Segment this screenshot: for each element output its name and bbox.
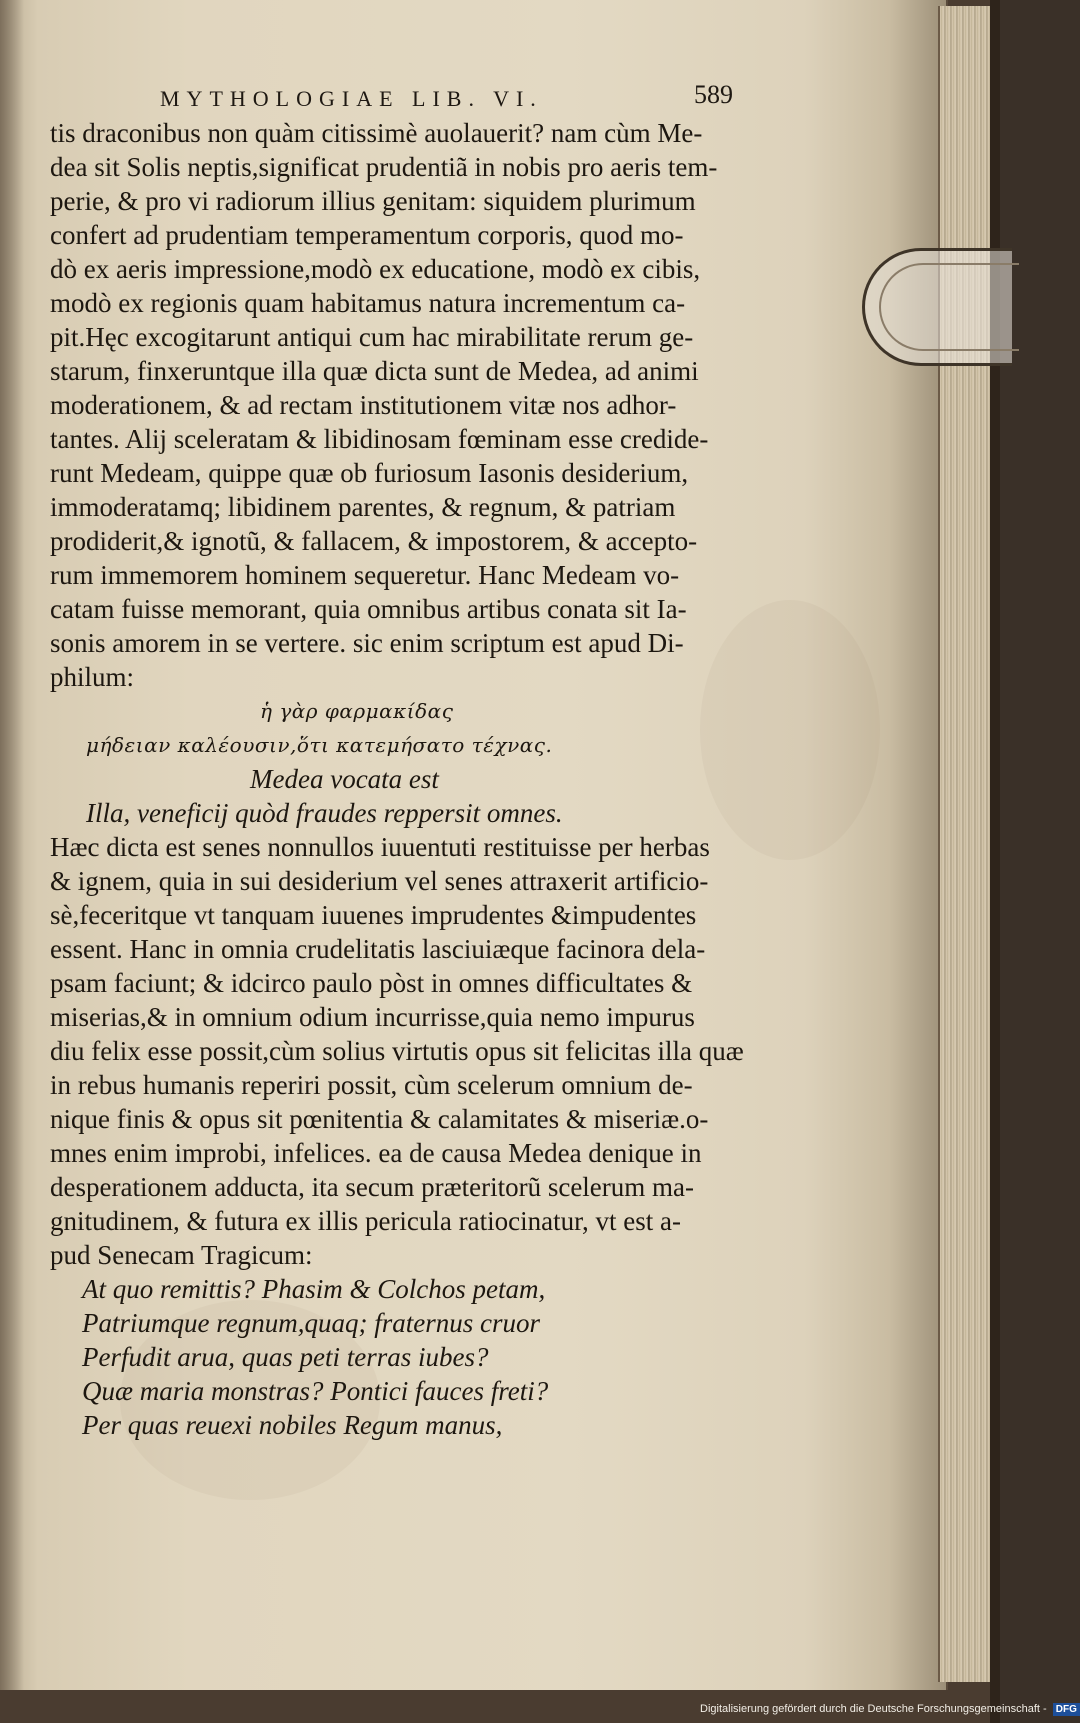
text-line: immoderatamq; libidinem parentes, & regnum, & patriam bbox=[50, 492, 676, 522]
text-line: pit.Hęc excogitarunt antiqui cum hac mirabilitate rerum ge- bbox=[50, 322, 694, 352]
text-line: in rebus humanis reperiri possit, cùm scelerum omnium de- bbox=[50, 1070, 693, 1100]
seneca-verse-line: At quo remittis? Phasim & Colchos petam, bbox=[82, 1274, 546, 1304]
digitization-credit bbox=[700, 1703, 1080, 1716]
page-holder-clip bbox=[862, 248, 1012, 366]
seneca-verse-line: Perfudit arua, quas peti terras iubes? bbox=[82, 1342, 489, 1372]
greek-quote-line: μήδειαν καλέουσιν,ὅτι κατεμήσατο τέχνας. bbox=[86, 733, 553, 757]
binding-shadow bbox=[0, 0, 24, 1690]
text-line: mnes enim improbi, infelices. ea de causa Medea denique in bbox=[50, 1138, 702, 1168]
text-line: modò ex regionis quam habitamus natura incrementum ca- bbox=[50, 288, 686, 318]
text-line: & ignem, quia in sui desiderium vel senes attraxerit artificio- bbox=[50, 866, 709, 896]
text-line: dò ex aeris impressione,modò ex educatione, modò ex cibis, bbox=[50, 254, 701, 284]
page-number: 589 bbox=[694, 80, 733, 109]
text-line: tantes. Alij sceleratam & libidinosam fœminam esse credide- bbox=[50, 424, 709, 454]
text-block bbox=[50, 116, 744, 1442]
text-line: nique finis & opus sit pœnitentia & calamitates & miseriæ.o- bbox=[50, 1104, 709, 1134]
text-line: confert ad prudentiam temperamentum corporis, quod mo- bbox=[50, 220, 684, 250]
text-line: rum immemorem hominem sequeretur. Hanc Medeam vo- bbox=[50, 560, 680, 590]
text-line: miserias,& in omnium odium incurrisse,quia nemo impurus bbox=[50, 1002, 695, 1032]
greek-quote-line: ἡ γὰρ φαρμακίδας bbox=[260, 699, 454, 723]
dfg-logo: DFG bbox=[1053, 1703, 1080, 1716]
text-line: catam fuisse memorant, quia omnibus artibus conata sit Ia- bbox=[50, 594, 687, 624]
latin-translation-line: Illa, veneficij quòd fraudes reppersit omnes. bbox=[86, 798, 563, 828]
latin-translation-line: Medea vocata est bbox=[250, 764, 439, 794]
text-line: pud Senecam Tragicum: bbox=[50, 1240, 313, 1270]
text-line: dea sit Solis neptis,significat prudentiã in nobis pro aeris tem- bbox=[50, 152, 718, 182]
text-line: desperationem adducta, ita secum prӕteritorũ scelerum ma- bbox=[50, 1172, 695, 1202]
text-line: sè,feceritque vt tanquam iuuenes imprudentes &impudentes bbox=[50, 900, 697, 930]
text-line: perie, & pro vi radiorum illius genitam: siquidem plurimum bbox=[50, 186, 696, 216]
text-line: tis draconibus non quàm citissimè auolauerit? nam cùm Me- bbox=[50, 118, 703, 148]
text-line: starum, finxeruntque illa quæ dicta sunt de Medea, ad animi bbox=[50, 356, 699, 386]
text-line: Hæc dicta est senes nonnullos iuuentuti restituisse per herbas bbox=[50, 832, 710, 862]
text-line: psam faciunt; & idcirco paulo pòst in omnes difficultates & bbox=[50, 968, 693, 998]
text-line: philum: bbox=[50, 662, 135, 692]
text-line: diu felix esse possit,cùm solius virtutis opus sit felicitas illa quæ bbox=[50, 1036, 744, 1066]
text-line: gnitudinem, & futura ex illis pericula ratiocinatur, vt est a- bbox=[50, 1206, 681, 1236]
credit-text: Digitalisierung gefördert durch die Deutsche Forschungsgemeinschaft - bbox=[700, 1703, 1047, 1715]
text-line: sonis amorem in se vertere. sic enim scriptum est apud Di- bbox=[50, 628, 684, 658]
seneca-verse-line: Quæ maria monstras? Pontici fauces freti? bbox=[82, 1376, 549, 1406]
seneca-verse-line: Patriumque regnum,quaq; fraternus cruor bbox=[82, 1308, 540, 1338]
clip-inner-ring bbox=[879, 263, 1019, 351]
seneca-verse-line: Per quas reuexi nobiles Regum manus, bbox=[82, 1410, 503, 1440]
text-line: essent. Hanc in omnia crudelitatis lasciuiæque facinora dela- bbox=[50, 934, 706, 964]
text-line: prodiderit,& ignotũ, & fallacem, & impostorem, & accepto- bbox=[50, 526, 698, 556]
text-line: runt Medeam, quippe quæ ob furiosum Iasonis desiderium, bbox=[50, 458, 689, 488]
text-line: moderationem, & ad rectam institutionem vitæ nos adhor- bbox=[50, 390, 677, 420]
running-title: MYTHOLOGIAE LIB. VI. bbox=[160, 86, 543, 111]
